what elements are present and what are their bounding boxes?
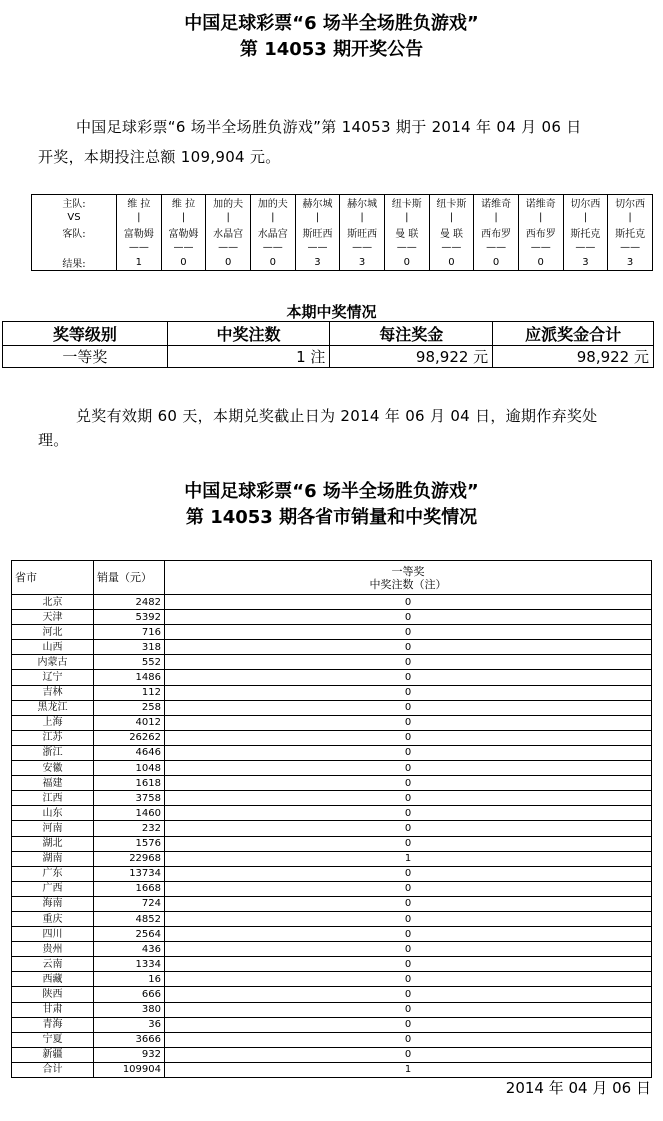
vs-separator: |	[161, 211, 206, 225]
province-row	[12, 957, 652, 972]
vs-separator: |	[117, 211, 162, 225]
province-sales: 22968	[94, 851, 165, 866]
home-team-cell: 维 拉	[117, 195, 162, 211]
province-name: 宁夏	[12, 1032, 94, 1047]
province-row	[12, 761, 652, 776]
province-row	[12, 806, 652, 821]
province-name: 浙江	[12, 745, 94, 760]
province-first-prize-count: 0	[165, 972, 652, 987]
footer-date: 2014 年 04 月 06 日	[505, 1079, 651, 1097]
away-team-cell: 斯旺西	[295, 225, 340, 241]
away-team-cell: 水晶宫	[206, 225, 251, 241]
province-sales: 1668	[94, 881, 165, 896]
province-name: 湖南	[12, 851, 94, 866]
province-header-row	[12, 561, 652, 595]
province-row	[12, 670, 652, 685]
province-first-prize-count: 0	[165, 806, 652, 821]
province-name: 山西	[12, 640, 94, 655]
match-row	[32, 241, 653, 255]
province-first-prize-count: 0	[165, 911, 652, 926]
first-prize-label: 一等奖	[391, 564, 425, 578]
match-row-label	[32, 241, 117, 255]
province-first-prize-count: 0	[165, 745, 652, 760]
home-team-cell: 纽卡斯	[384, 195, 429, 211]
match-row	[32, 255, 653, 271]
province-first-prize-count: 0	[165, 670, 652, 685]
province-row	[12, 700, 652, 715]
result-cell: 3	[295, 255, 340, 271]
province-name: 江西	[12, 791, 94, 806]
away-team-cell: 曼 联	[429, 225, 474, 241]
province-name: 湖北	[12, 836, 94, 851]
vs-separator: |	[518, 211, 563, 225]
prize-count: 1 注	[167, 346, 330, 368]
vs-separator: |	[384, 211, 429, 225]
away-team-cell: 斯托克	[608, 225, 653, 241]
province-first-prize-count: 1	[165, 851, 652, 866]
province-first-prize-count: 0	[165, 1047, 652, 1062]
province-name: 上海	[12, 715, 94, 730]
result-cell: 0	[384, 255, 429, 271]
province-first-prize-count: 0	[165, 655, 652, 670]
prize-header-cell: 应派奖金合计	[493, 322, 654, 346]
home-team-cell: 赫尔城	[340, 195, 385, 211]
vs-separator: |	[429, 211, 474, 225]
province-row	[12, 836, 652, 851]
province-name: 山东	[12, 806, 94, 821]
prize-table	[2, 321, 654, 368]
province-name: 陕西	[12, 987, 94, 1002]
intro-line-1: 中国足球彩票“6 场半全场胜负游戏”第 14053 期于 2014 年 04 月 06 日	[76, 118, 582, 136]
match-row-label: VS	[67, 212, 81, 223]
province-name: 内蒙古	[12, 655, 94, 670]
province-first-prize-count: 0	[165, 640, 652, 655]
province-first-prize-count: 0	[165, 715, 652, 730]
prize-row	[3, 346, 654, 368]
province-sales: 5392	[94, 610, 165, 625]
province-name: 海南	[12, 896, 94, 911]
province-sales: 3758	[94, 791, 165, 806]
province-name: 合计	[12, 1062, 94, 1077]
province-row	[12, 881, 652, 896]
province-sales: 932	[94, 1047, 165, 1062]
province-sales: 4646	[94, 745, 165, 760]
province-first-prize-count: 0	[165, 821, 652, 836]
province-first-prize-count: 0	[165, 1017, 652, 1032]
province-name: 辽宁	[12, 670, 94, 685]
province-name: 福建	[12, 776, 94, 791]
province-name: 北京	[12, 595, 94, 610]
province-sales-table	[11, 560, 652, 1078]
province-row	[12, 655, 652, 670]
province-sales: 716	[94, 625, 165, 640]
away-team-cell: 曼 联	[384, 225, 429, 241]
province-first-prize-count: 0	[165, 881, 652, 896]
result-cell: 1	[117, 255, 162, 271]
province-row	[12, 866, 652, 881]
vs-separator: |	[295, 211, 340, 225]
province-sales: 16	[94, 972, 165, 987]
province-row	[12, 1047, 652, 1062]
result-cell: 0	[474, 255, 519, 271]
province-first-prize-count: 0	[165, 610, 652, 625]
province-row	[12, 791, 652, 806]
home-team-cell: 纽卡斯	[429, 195, 474, 211]
province-row	[12, 776, 652, 791]
province-sales: 724	[94, 896, 165, 911]
prize-header-row	[3, 322, 654, 346]
home-team-cell: 切尔西	[563, 195, 608, 211]
province-row	[12, 896, 652, 911]
province-row	[12, 730, 652, 745]
province-name: 甘肃	[12, 1002, 94, 1017]
dash-separator: ——	[340, 241, 385, 255]
province-sales: 3666	[94, 1032, 165, 1047]
province-row	[12, 972, 652, 987]
province-sales: 26262	[94, 730, 165, 745]
province-name: 江苏	[12, 730, 94, 745]
home-team-cell: 加的夫	[206, 195, 251, 211]
province-name: 云南	[12, 957, 94, 972]
away-team-cell: 富勒姆	[161, 225, 206, 241]
province-sales: 380	[94, 1002, 165, 1017]
province-name: 新疆	[12, 1047, 94, 1062]
prize-per-ticket: 98,922 元	[330, 346, 493, 368]
intro-line-2: 开奖，本期投注总额 109,904 元。	[38, 148, 281, 166]
prize-level: 一等奖	[3, 346, 168, 368]
province-row	[12, 715, 652, 730]
announcement-subtitle: 第 14053 期开奖公告	[239, 39, 424, 60]
province-first-prize-count: 1	[165, 1062, 652, 1077]
result-cell: 3	[608, 255, 653, 271]
province-row	[12, 745, 652, 760]
province-first-prize-count: 0	[165, 942, 652, 957]
province-sales: 1576	[94, 836, 165, 851]
province-first-prize-count: 0	[165, 791, 652, 806]
province-sales: 552	[94, 655, 165, 670]
province-first-prize-count: 0	[165, 1032, 652, 1047]
dash-separator: ——	[161, 241, 206, 255]
dash-separator: ——	[384, 241, 429, 255]
province-row	[12, 911, 652, 926]
province-name: 广东	[12, 866, 94, 881]
prize-header-cell: 奖等级别	[3, 322, 168, 346]
dash-separator: ——	[608, 241, 653, 255]
province-first-prize-count: 0	[165, 595, 652, 610]
away-team-cell: 富勒姆	[117, 225, 162, 241]
away-team-cell: 斯托克	[563, 225, 608, 241]
province-sales: 1486	[94, 670, 165, 685]
result-cell: 0	[161, 255, 206, 271]
province-sales: 2482	[94, 595, 165, 610]
dash-separator: ——	[474, 241, 519, 255]
province-row	[12, 1032, 652, 1047]
province-sales: 112	[94, 685, 165, 700]
province-row	[12, 942, 652, 957]
province-name: 西藏	[12, 972, 94, 987]
province-name: 青海	[12, 1017, 94, 1032]
province-name: 天津	[12, 610, 94, 625]
dash-separator: ——	[429, 241, 474, 255]
home-team-cell: 诺维奇	[474, 195, 519, 211]
match-row-label: 结果:	[62, 258, 86, 270]
province-row	[12, 987, 652, 1002]
province-sales: 13734	[94, 866, 165, 881]
province-first-prize-count: 0	[165, 685, 652, 700]
province-first-prize-count: 0	[165, 987, 652, 1002]
first-prize-col-header	[165, 561, 652, 595]
sales-subtitle: 第 14053 期各省市销量和中奖情况	[185, 507, 478, 528]
province-first-prize-count: 0	[165, 625, 652, 640]
result-cell: 0	[250, 255, 295, 271]
province-sales: 232	[94, 821, 165, 836]
vs-separator: |	[340, 211, 385, 225]
province-name: 安徽	[12, 761, 94, 776]
dash-separator: ——	[563, 241, 608, 255]
home-team-cell: 诺维奇	[518, 195, 563, 211]
province-sales: 666	[94, 987, 165, 1002]
province-first-prize-count: 0	[165, 1002, 652, 1017]
province-sales: 2564	[94, 927, 165, 942]
province-first-prize-count: 0	[165, 896, 652, 911]
dash-separator: ——	[250, 241, 295, 255]
province-first-prize-count: 0	[165, 761, 652, 776]
province-name: 河北	[12, 625, 94, 640]
province-row	[12, 821, 652, 836]
vs-separator: |	[474, 211, 519, 225]
province-name: 河南	[12, 821, 94, 836]
dash-separator: ——	[518, 241, 563, 255]
away-team-cell: 西布罗	[474, 225, 519, 241]
province-sales: 1048	[94, 761, 165, 776]
dash-separator: ——	[206, 241, 251, 255]
province-first-prize-count: 0	[165, 776, 652, 791]
match-row	[32, 225, 653, 241]
prize-caption: 本期中奖情况	[286, 303, 377, 321]
match-row-label: 主队:	[62, 199, 86, 211]
vs-separator: |	[250, 211, 295, 225]
result-cell: 3	[563, 255, 608, 271]
province-col-header: 省市	[12, 561, 94, 595]
province-sales: 36	[94, 1017, 165, 1032]
sales-title: 中国足球彩票“6 场半全场胜负游戏”	[184, 481, 479, 502]
result-cell: 0	[206, 255, 251, 271]
dash-separator: ——	[295, 241, 340, 255]
province-name: 黑龙江	[12, 700, 94, 715]
vs-separator: |	[563, 211, 608, 225]
province-sales: 436	[94, 942, 165, 957]
province-sales: 4852	[94, 911, 165, 926]
province-row	[12, 1002, 652, 1017]
notice-line-1: 兑奖有效期 60 天，本期兑奖截止日为 2014 年 06 月 04 日，逾期作弃奖处	[76, 407, 598, 425]
province-first-prize-count: 0	[165, 730, 652, 745]
province-first-prize-count: 0	[165, 700, 652, 715]
province-sales: 1334	[94, 957, 165, 972]
province-name: 广西	[12, 881, 94, 896]
province-sales: 1460	[94, 806, 165, 821]
match-table	[31, 194, 653, 271]
result-cell: 0	[518, 255, 563, 271]
province-row	[12, 927, 652, 942]
prize-total: 98,922 元	[493, 346, 654, 368]
result-cell: 3	[340, 255, 385, 271]
province-first-prize-count: 0	[165, 957, 652, 972]
prize-header-cell: 每注奖金	[330, 322, 493, 346]
vs-separator: |	[608, 211, 653, 225]
province-sales: 109904	[94, 1062, 165, 1077]
province-name: 吉林	[12, 685, 94, 700]
home-team-cell: 切尔西	[608, 195, 653, 211]
province-row	[12, 625, 652, 640]
away-team-cell: 水晶宫	[250, 225, 295, 241]
province-row	[12, 610, 652, 625]
notice-line-2: 理。	[38, 431, 69, 449]
province-sales: 4012	[94, 715, 165, 730]
province-row	[12, 851, 652, 866]
province-row	[12, 685, 652, 700]
province-row	[12, 1017, 652, 1032]
home-team-cell: 维 拉	[161, 195, 206, 211]
sales-col-header: 销量（元）	[94, 561, 165, 595]
province-row	[12, 1062, 652, 1077]
away-team-cell: 斯旺西	[340, 225, 385, 241]
province-sales: 258	[94, 700, 165, 715]
province-name: 重庆	[12, 911, 94, 926]
province-name: 贵州	[12, 942, 94, 957]
province-row	[12, 595, 652, 610]
province-first-prize-count: 0	[165, 866, 652, 881]
province-sales: 318	[94, 640, 165, 655]
match-row	[32, 211, 653, 225]
match-row	[32, 195, 653, 211]
first-prize-sub-label: 中奖注数（注）	[369, 577, 447, 591]
home-team-cell: 赫尔城	[295, 195, 340, 211]
result-cell: 0	[429, 255, 474, 271]
prize-header-cell: 中奖注数	[167, 322, 330, 346]
home-team-cell: 加的夫	[250, 195, 295, 211]
dash-separator: ——	[117, 241, 162, 255]
match-row-label: 客队:	[62, 229, 86, 240]
announcement-title: 中国足球彩票“6 场半全场胜负游戏”	[184, 13, 479, 34]
away-team-cell: 西布罗	[518, 225, 563, 241]
province-sales: 1618	[94, 776, 165, 791]
vs-separator: |	[206, 211, 251, 225]
province-name: 四川	[12, 927, 94, 942]
province-row	[12, 640, 652, 655]
province-first-prize-count: 0	[165, 927, 652, 942]
province-first-prize-count: 0	[165, 836, 652, 851]
